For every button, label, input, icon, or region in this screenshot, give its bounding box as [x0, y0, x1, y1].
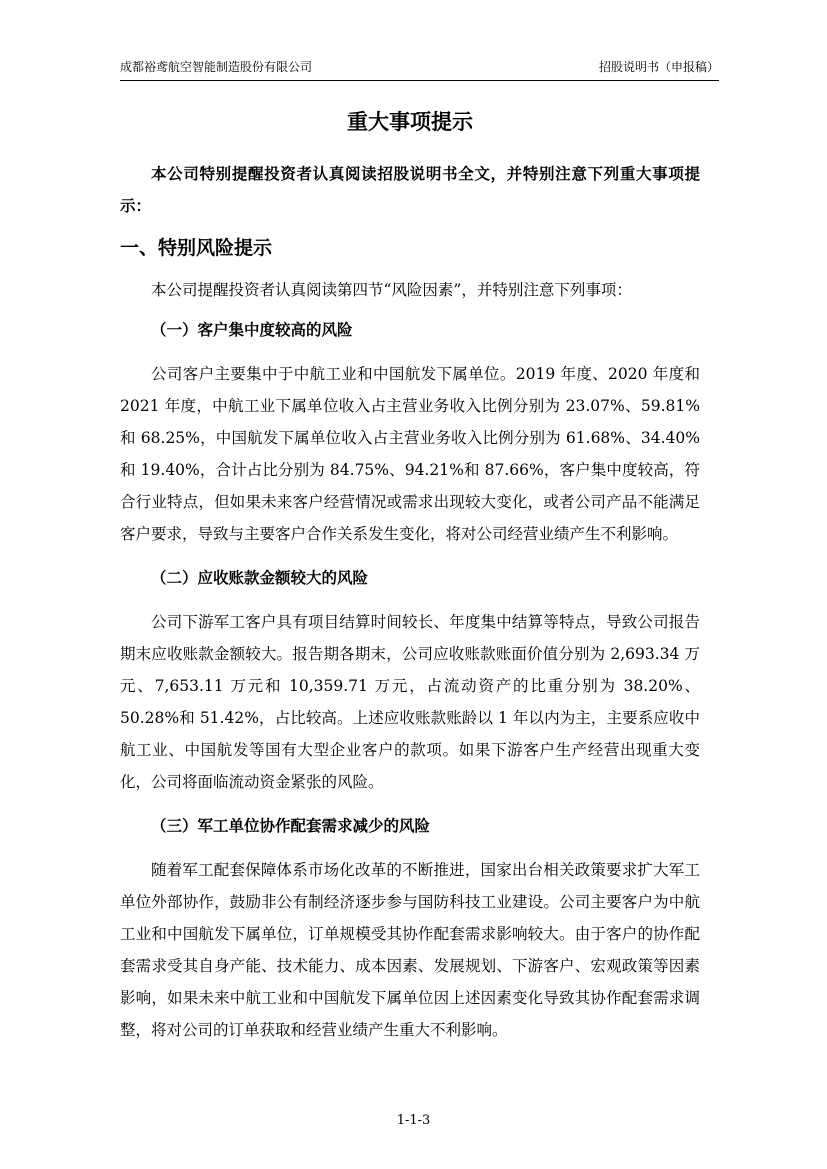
- section-heading-special-risks: 一、特别风险提示: [120, 237, 273, 259]
- risk-heading-military-demand: （三）军工单位协作配套需求减少的风险: [151, 816, 431, 835]
- page-title: 重大事项提示: [347, 109, 473, 134]
- section-intro-paragraph: 本公司提醒投资者认真阅读第四节“风险因素”，并特别注意下列事项：: [151, 281, 632, 299]
- page-body: [120, 108, 700, 1046]
- page-number: 1-1-3: [396, 1113, 431, 1128]
- page-header: [120, 52, 719, 81]
- risk-heading-customer-concentration: （一）客户集中度较高的风险: [151, 320, 353, 339]
- risk-heading-receivables: （二）应收账款金额较大的风险: [151, 568, 369, 587]
- risk-paragraph-military-demand: 随着军工配套保障体系市场化改革的不断推进，国家出台相关政策要求扩大军工单位外部协作，鼓励非公有制经济逐步参与国防科技工业建设。公司主要客户为中航工业和中国航发下属单位，订单规模受其协作配套需求影响较大。由于客户的协作配套需求受其自身产能、技术能力、成本因素、发展规划、下游客户、宏观政策等因素影响，如果未来中航工业和中国航发下属单位因上述因素变化导致其协作配套需求调整，将对公司的订单获取和经营业绩产生重大不利影响。: [120, 861, 700, 1039]
- notice-paragraph: 本公司特别提醒投资者认真阅读招股说明书全文，并特别注意下列重大事项提示：: [120, 164, 700, 215]
- risk-paragraph-receivables: 公司下游军工客户具有项目结算时间较长、年度集中结算等特点，导致公司报告期末应收账款金额较大。报告期各期末，公司应收账款账面价值分别为 2,693.34 万元、7,653.11 万元和 10,359.71 万元，占流动资产的比重分别为 38.20%、50.28%和 51.42%，占比较高。上述应收账款账龄以 1 年以内为主，主要系应收中航工业、中国航发等国有大型企业客户的款项。如果下游客户生产经营出现重大变化，公司将面临流动资金紧张的风险。: [120, 613, 700, 791]
- risk-paragraph-customer-concentration: 公司客户主要集中于中航工业和中国航发下属单位。2019 年度、2020 年度和 2021 年度，中航工业下属单位收入占主营业务收入比例分别为 23.07%、59.81%和 68.25%，中国航发下属单位收入占主营业务收入比例分别为 61.68%、34.40%和 19.40%，合计占比分别为 84.75%、94.21%和 87.66%，客户集中度较高，符合行业特点，但如果未来客户经营情况或需求出现较大变化，或者公司产品不能满足客户要求，导致与主要客户合作关系发生变化，将对公司经营业绩产生不利影响。: [120, 365, 700, 543]
- header-company-name: 成都裕鸢航空智能制造股份有限公司: [120, 60, 313, 74]
- header-document-type: 招股说明书（申报稿）: [598, 60, 719, 74]
